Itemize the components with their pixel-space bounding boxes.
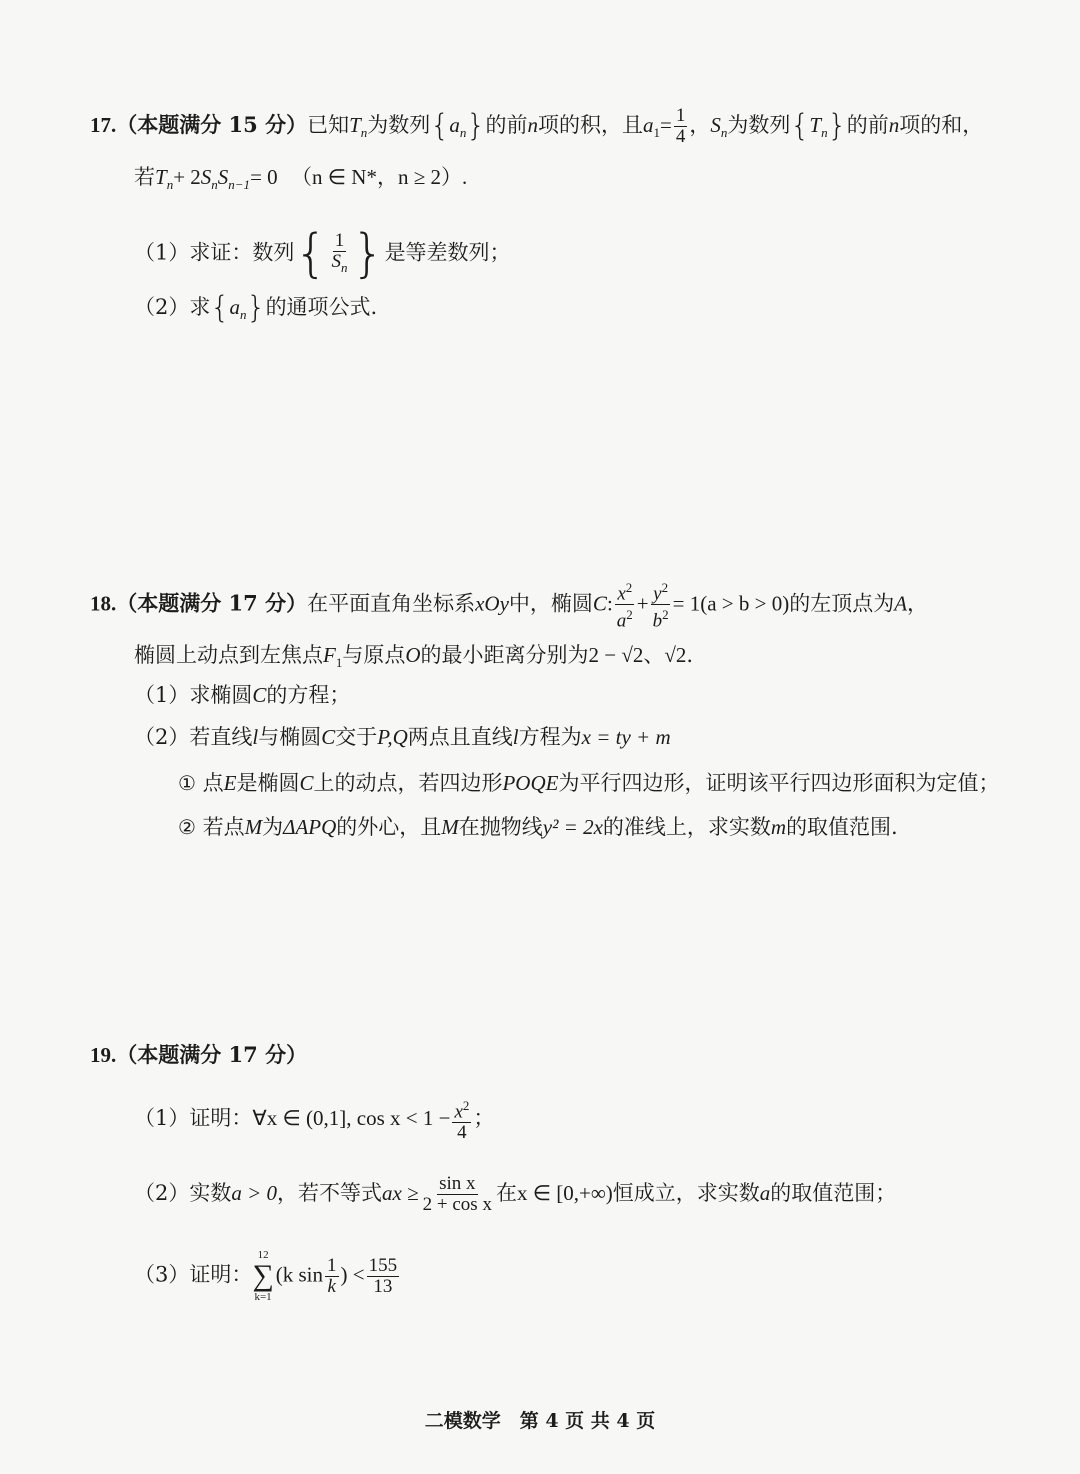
problem-18-line-1: 18.（本题满分 17 分）在平面直角坐标系xOy中，椭圆C: $\frac{x^2}{a^2}$ + $\frac{y^2}{b^2}$ = 1(a > b > 0)的左顶点为A，	[90, 580, 929, 632]
math-expr: x ∈ [0,+∞)	[516, 1181, 613, 1205]
problem-19-q3	[134, 1248, 401, 1304]
brace: {	[210, 290, 230, 326]
math-var: S	[331, 250, 341, 272]
text: 恒成立，求实数	[612, 1181, 760, 1205]
math-sub: n	[166, 177, 174, 193]
brace: }	[351, 224, 385, 284]
text: 两点且直线	[407, 725, 513, 749]
math-op: =	[659, 113, 672, 137]
text: 若点	[202, 815, 245, 839]
math-var: C	[252, 683, 267, 707]
text: 与原点	[342, 643, 406, 667]
text: 为数列	[367, 113, 431, 137]
math-var: n	[527, 113, 538, 137]
denominator: 13	[373, 1275, 393, 1297]
condition: （n ∈ N*，n ≥ 2）.	[291, 165, 468, 189]
text: 为数列	[727, 113, 791, 137]
math-var: l	[252, 725, 259, 749]
math-var: C	[299, 771, 314, 795]
math-expr: ax ≥	[382, 1181, 419, 1205]
text: 的方程；	[266, 683, 351, 707]
math-var: C	[592, 591, 607, 616]
page-footer: 二模数学 第 4 页 共 4 页	[424, 1410, 656, 1432]
brace: {	[294, 224, 328, 284]
math-expr: y² = 2x	[542, 815, 603, 839]
text: 已知	[307, 113, 350, 137]
problem-18-sub2	[178, 812, 898, 842]
text: 项的和，	[899, 113, 984, 137]
math-var: l	[512, 725, 519, 749]
fraction-sin-over-cos	[421, 1174, 494, 1215]
math-var: M	[244, 815, 263, 839]
math-var: T	[155, 165, 167, 189]
math-expr: 2 − √2	[588, 643, 644, 667]
text: 的准线上，求实数	[602, 815, 771, 839]
math-sub: n	[459, 125, 467, 141]
math-var: a	[449, 113, 460, 137]
math-expr: ∀x ∈ (0,1], cos x < 1 −	[252, 1106, 451, 1131]
denominator: 2 + cos x	[422, 1194, 492, 1215]
math-var: C	[321, 725, 336, 749]
text: 的取值范围.	[786, 815, 898, 839]
sum-upper-limit: 12	[257, 1249, 269, 1261]
math-var: m	[770, 815, 787, 839]
text: （2）若直线	[134, 725, 253, 749]
denominator: 4	[675, 126, 686, 147]
text: 的最小距离分别为	[420, 643, 589, 667]
text: ，	[689, 113, 711, 137]
math-sub: n	[360, 125, 368, 141]
text: 项的积，且	[537, 113, 643, 137]
text: （1）求证：数列	[134, 240, 295, 265]
text: 椭圆上动点到左焦点	[134, 643, 323, 667]
math-var: T	[349, 113, 361, 137]
circled-one-marker: ①	[178, 771, 196, 795]
brace: }	[827, 108, 847, 144]
problem-17-q1	[134, 224, 511, 284]
math-var: A	[894, 591, 908, 616]
math-var: POQE	[502, 771, 559, 795]
math-var: n	[888, 113, 900, 137]
math-var: T	[809, 113, 822, 137]
numerator: 1	[675, 105, 686, 126]
text: 中，椭圆	[508, 591, 593, 616]
fraction-y2-b2: $\frac{y^2}{b^2}$	[652, 580, 669, 632]
math-var: xOy	[475, 591, 509, 616]
math-op: + 2	[173, 165, 201, 189]
text: 在抛物线	[458, 815, 543, 839]
text: 的前	[485, 113, 528, 137]
fraction-one-quarter	[674, 106, 688, 147]
math-var: ΔAPQ	[283, 815, 337, 839]
math-expr: x = ty + m	[581, 725, 671, 749]
text: ，	[907, 591, 929, 616]
math-var: S	[710, 113, 721, 137]
denominator	[329, 252, 349, 278]
text: （1）证明：	[134, 1106, 253, 1131]
brace: }	[466, 108, 486, 144]
problem-19-q2	[134, 1174, 896, 1215]
text: （1）求椭圆	[134, 683, 253, 707]
math-op: ) <	[340, 1262, 365, 1287]
text: 为平行四边形，证明该平行四边形面积为定值；	[558, 771, 1000, 795]
problem-17-line-2	[134, 162, 467, 200]
text: 在平面直角坐标系	[307, 591, 476, 616]
fraction-one-over-k: $\frac{1}{k}$	[327, 1254, 337, 1297]
problem-19-number: 19.	[90, 1043, 117, 1067]
fraction-x2-a2: $\frac{x^2}{a^2}$	[616, 580, 633, 632]
problem-17-line-1: 17.（本题满分 15 分）已知$T_n$为数列$\{a_n\}$的前n项的积，且$a_1=$ $\frac{1}{4}$ ，$S_n$为数列$\{T_n\}$的前n项的和，	[90, 105, 984, 147]
text: ，若不等式	[277, 1181, 383, 1205]
math-var: a	[642, 113, 654, 137]
math-var: O	[405, 643, 421, 667]
text: 是等差数列；	[384, 240, 511, 265]
math-sub: n	[211, 177, 218, 193]
math-var: F	[323, 643, 336, 667]
problem-18-sub1	[178, 768, 999, 798]
problem-18-number: 18.	[90, 591, 117, 616]
math-var: S	[217, 165, 229, 189]
problem-17-header: （本题满分 15 分）	[116, 112, 308, 137]
problem-18-header: （本题满分 17 分）	[116, 590, 308, 616]
text: （3）证明：	[134, 1262, 253, 1287]
problem-17-q2	[134, 292, 377, 330]
text: 方程为	[518, 725, 582, 749]
brace: {	[430, 108, 450, 144]
math-expr: (k sin	[275, 1262, 324, 1287]
problem-19-line-1	[90, 1040, 307, 1070]
math-op: = 0	[250, 165, 278, 189]
text: 点	[202, 771, 224, 795]
text: 是椭圆	[236, 771, 300, 795]
fraction-one-over-sn	[329, 231, 349, 278]
problem-18-q2	[134, 722, 671, 752]
text: 的外心，且	[336, 815, 442, 839]
math-var: a	[759, 1181, 771, 1205]
problem-19-header: （本题满分 17 分）	[116, 1042, 308, 1067]
numerator: 1	[334, 229, 345, 251]
fraction-x2-4: $\frac{x^2}{4}$	[454, 1098, 470, 1144]
text: （2）实数	[134, 1181, 232, 1205]
math-var: a	[229, 295, 240, 319]
circled-two-marker: ②	[178, 815, 196, 839]
text: ；	[473, 1106, 495, 1131]
math-var: P,Q	[377, 725, 408, 749]
problem-18-line-2: 椭圆上动点到左焦点$F_1$与原点O的最小距离分别为2 − √2、√2.	[134, 643, 694, 671]
math-var: S	[200, 165, 212, 189]
text: 与椭圆	[258, 725, 322, 749]
brace: }	[246, 290, 266, 326]
problem-18-q1	[134, 680, 350, 710]
math-expr: √2	[664, 643, 687, 667]
problem-19-q1	[134, 1096, 494, 1143]
math-expr: = 1(a > b > 0)	[672, 591, 790, 616]
text: 为	[262, 815, 284, 839]
math-sub: n	[239, 307, 247, 323]
fraction-155-13	[367, 1256, 400, 1297]
text: 上的动点，若四边形	[313, 771, 503, 795]
text: 的取值范围；	[770, 1181, 897, 1205]
text: 的左顶点为	[789, 591, 895, 616]
math-var: M	[441, 815, 459, 839]
text: 若	[134, 165, 155, 189]
text: 在	[495, 1181, 517, 1205]
math-sub: n−1	[228, 177, 251, 193]
text: .	[686, 643, 694, 667]
math-expr: a > 0	[231, 1181, 278, 1205]
math-sub: n	[821, 125, 828, 141]
sum-lower-limit: k=1	[254, 1291, 272, 1303]
text: 的前	[846, 113, 889, 137]
text: （2）求	[134, 295, 211, 319]
text: 交于	[335, 725, 378, 749]
math-sub: n	[720, 125, 728, 141]
math-var: E	[223, 771, 237, 795]
text: 的通项公式.	[265, 295, 378, 319]
summation-symbol: 12 ∑ k=1	[252, 1249, 274, 1303]
brace: {	[790, 108, 810, 144]
math-sub: n	[340, 259, 348, 275]
numerator: sin x	[439, 1173, 476, 1194]
text: 、	[643, 643, 665, 667]
numerator: 155	[368, 1254, 398, 1276]
problem-17-number: 17.	[90, 113, 117, 137]
